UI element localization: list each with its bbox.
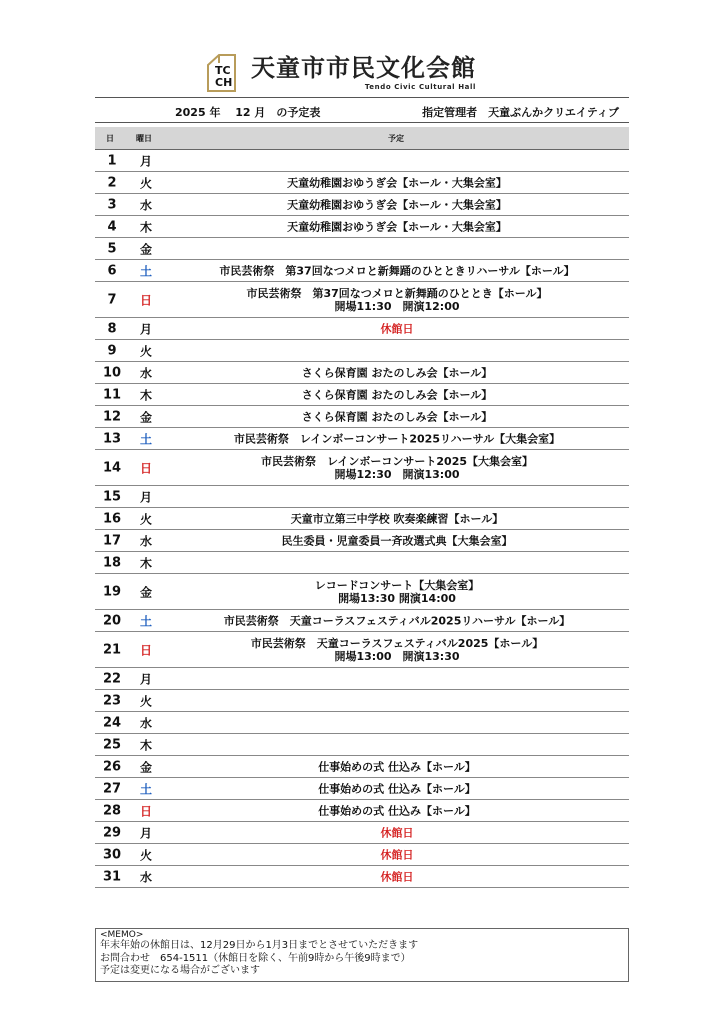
event-cell: [165, 264, 629, 277]
top-divider: [95, 97, 629, 98]
memo-box: [95, 928, 629, 982]
weekday: 火: [139, 694, 152, 708]
table-row: [95, 574, 629, 610]
table-row: [95, 428, 629, 450]
sub-divider: [95, 122, 629, 123]
event-line: 開場12:30 開演13:00: [334, 467, 460, 481]
table-row: [95, 362, 629, 384]
day-number: 30: [102, 847, 122, 862]
day-number: 23: [102, 693, 122, 708]
day-number: 7: [107, 292, 117, 307]
event-line: 天童幼稚園おゆうぎ会【ホール・大集会室】: [287, 220, 507, 233]
table-row: [95, 632, 629, 668]
event-line: 仕事始めの式 仕込み【ホール】: [318, 760, 476, 773]
logo-tc: TC: [215, 64, 231, 77]
weekday: 火: [139, 512, 152, 526]
day-number: 19: [102, 584, 122, 599]
event-line: 仕事始めの式 仕込み【ホール】: [318, 782, 476, 795]
weekday: 土: [139, 264, 152, 278]
weekday: 月: [139, 672, 152, 686]
event-line: 市民芸術祭 レインボーコンサート2025リハーサル【大集会室】: [233, 432, 561, 445]
closed-day-label: [165, 848, 629, 861]
table-row: [95, 450, 629, 486]
event-cell: [165, 760, 629, 773]
closed-day-label: [165, 870, 629, 883]
event-line: 休館日: [380, 322, 414, 335]
day-number: 8: [107, 321, 117, 336]
event-line: 仕事始めの式 仕込み【ホール】: [318, 804, 476, 817]
memo-label: <MEMO>: [100, 930, 144, 940]
day-number: 6: [107, 263, 117, 278]
day-number: 26: [102, 759, 122, 774]
table-row: [95, 734, 629, 756]
weekday: 木: [139, 738, 152, 752]
event-cell: [165, 804, 629, 817]
table-row: [95, 552, 629, 574]
day-number: 2: [107, 175, 117, 190]
event-line: 開場11:30 開演12:00: [334, 299, 460, 313]
table-row: [95, 530, 629, 552]
table-row: [95, 194, 629, 216]
table-row: [95, 866, 629, 888]
weekday: 金: [139, 242, 152, 256]
weekday: 水: [139, 198, 152, 212]
day-number: 1: [107, 153, 117, 168]
day-number: 21: [102, 642, 122, 657]
event-line: 休館日: [380, 848, 414, 861]
day-number: 12: [102, 409, 122, 424]
day-number: 25: [102, 737, 122, 752]
table-row: [95, 822, 629, 844]
event-cell: [165, 176, 629, 189]
logo-ch: CH: [215, 76, 233, 89]
schedule-subheader: [95, 102, 629, 120]
schedule-month: 2025 年 12 月 の予定表: [175, 106, 321, 119]
table-row: [95, 508, 629, 530]
event-line: 天童幼稚園おゆうぎ会【ホール・大集会室】: [287, 176, 507, 189]
event-line: 市民芸術祭 第37回なつメロと新舞踊のひととき【ホール】: [246, 286, 548, 300]
tcch-logo-mark: [205, 53, 239, 93]
weekday: 水: [139, 716, 152, 730]
event-line: さくら保育園 おたのしみ会【ホール】: [301, 410, 493, 423]
weekday: 水: [139, 366, 152, 380]
day-number: 5: [107, 241, 117, 256]
table-row: [95, 260, 629, 282]
day-number: 13: [102, 431, 122, 446]
day-number: 31: [102, 869, 122, 884]
event-line: さくら保育園 おたのしみ会【ホール】: [301, 366, 493, 379]
table-row: [95, 216, 629, 238]
table-body: [95, 150, 629, 888]
table-row: [95, 778, 629, 800]
weekday: 月: [139, 826, 152, 840]
day-number: 16: [102, 511, 122, 526]
event-line: 休館日: [380, 826, 414, 839]
event-cell: [165, 410, 629, 423]
event-line: 市民芸術祭 レインボーコンサート2025【大集会室】: [260, 454, 534, 468]
weekday: 日: [139, 643, 152, 657]
weekday: 月: [139, 490, 152, 504]
hall-logo: [205, 50, 476, 96]
weekday: 土: [139, 432, 152, 446]
day-number: 28: [102, 803, 122, 818]
table-row: [95, 844, 629, 866]
day-number: 9: [107, 343, 117, 358]
day-number: 29: [102, 825, 122, 840]
table-row: [95, 800, 629, 822]
weekday: 金: [139, 760, 152, 774]
event-line: 市民芸術祭 第37回なつメロと新舞踊のひとときリハーサル【ホール】: [219, 264, 575, 277]
event-line: 市民芸術祭 天童コーラスフェスティバル2025【ホール】: [250, 636, 544, 650]
event-cell: [165, 220, 629, 233]
weekday: 火: [139, 344, 152, 358]
weekday: 火: [139, 848, 152, 862]
event-line: レコードコンサート【大集会室】: [314, 578, 480, 592]
event-line: 民生委員・児童委員一斉改選式典【大集会室】: [281, 534, 513, 547]
memo-line: 年末年始の休館日は、12月29日から1月3日までとさせていただきます: [100, 940, 419, 951]
weekday: 月: [139, 322, 152, 336]
table-row: [95, 384, 629, 406]
table-row: [95, 610, 629, 632]
weekday: 金: [139, 410, 152, 424]
event-cell: [165, 512, 629, 525]
event-line: 天童市立第三中学校 吹奏楽練習【ホール】: [290, 512, 504, 525]
col-day-header: 日: [106, 134, 114, 143]
table-row: [95, 668, 629, 690]
event-cell: [165, 287, 629, 313]
table-row: [95, 318, 629, 340]
event-cell: [165, 388, 629, 401]
table-row: [95, 486, 629, 508]
event-line: 天童幼稚園おゆうぎ会【ホール・大集会室】: [287, 198, 507, 211]
hall-name: 天童市市民文化会館: [251, 53, 476, 82]
memo-line: お問合わせ 654-1511（休館日を除く、午前9時から午後9時まで）: [100, 952, 411, 964]
weekday: 土: [139, 614, 152, 628]
table-row: [95, 238, 629, 260]
event-line: 市民芸術祭 天童コーラスフェスティバル2025リハーサル【ホール】: [223, 614, 571, 627]
day-number: 10: [102, 365, 122, 380]
table-row: [95, 150, 629, 172]
table-row: [95, 282, 629, 318]
event-cell: [165, 534, 629, 547]
event-line: 開場13:30 開演14:00: [338, 591, 456, 605]
day-number: 4: [107, 219, 117, 234]
weekday: 日: [139, 293, 152, 307]
event-cell: [165, 579, 629, 605]
weekday: 木: [139, 388, 152, 402]
managing-organization: 指定管理者 天童ぶんかクリエイティブ: [422, 106, 619, 119]
day-number: 20: [102, 613, 122, 628]
event-cell: [165, 637, 629, 663]
weekday: 月: [139, 154, 152, 168]
event-cell: [165, 366, 629, 379]
weekday: 水: [139, 534, 152, 548]
table-row: [95, 406, 629, 428]
hall-name-english: Tendo Civic Cultural Hall: [364, 83, 476, 91]
day-number: 18: [102, 555, 122, 570]
weekday: 日: [139, 461, 152, 475]
table-row: [95, 172, 629, 194]
col-event-header: 予定: [388, 134, 404, 143]
event-line: 休館日: [380, 870, 414, 883]
closed-day-label: [165, 322, 629, 335]
col-weekday-header: 曜日: [136, 134, 152, 143]
weekday: 火: [139, 176, 152, 190]
event-line: さくら保育園 おたのしみ会【ホール】: [301, 388, 493, 401]
day-number: 15: [102, 489, 122, 504]
table-row: [95, 712, 629, 734]
table-header: [95, 127, 629, 150]
event-cell: [165, 432, 629, 445]
event-line: 開場13:00 開演13:30: [334, 649, 460, 663]
day-number: 11: [102, 387, 122, 402]
event-cell: [165, 782, 629, 795]
event-cell: [165, 198, 629, 211]
table-row: [95, 340, 629, 362]
table-row: [95, 756, 629, 778]
day-number: 22: [102, 671, 122, 686]
event-cell: [165, 614, 629, 627]
weekday: 金: [139, 585, 152, 599]
weekday: 木: [139, 220, 152, 234]
day-number: 3: [107, 197, 117, 212]
weekday: 水: [139, 870, 152, 884]
weekday: 木: [139, 556, 152, 570]
day-number: 27: [102, 781, 122, 796]
day-number: 14: [102, 460, 122, 475]
schedule-table: [95, 127, 629, 888]
event-cell: [165, 455, 629, 481]
weekday: 日: [139, 804, 152, 818]
day-number: 24: [102, 715, 122, 730]
table-row: [95, 690, 629, 712]
weekday: 土: [139, 782, 152, 796]
memo-line: 予定は変更になる場合がございます: [100, 965, 260, 976]
day-number: 17: [102, 533, 122, 548]
closed-day-label: [165, 826, 629, 839]
